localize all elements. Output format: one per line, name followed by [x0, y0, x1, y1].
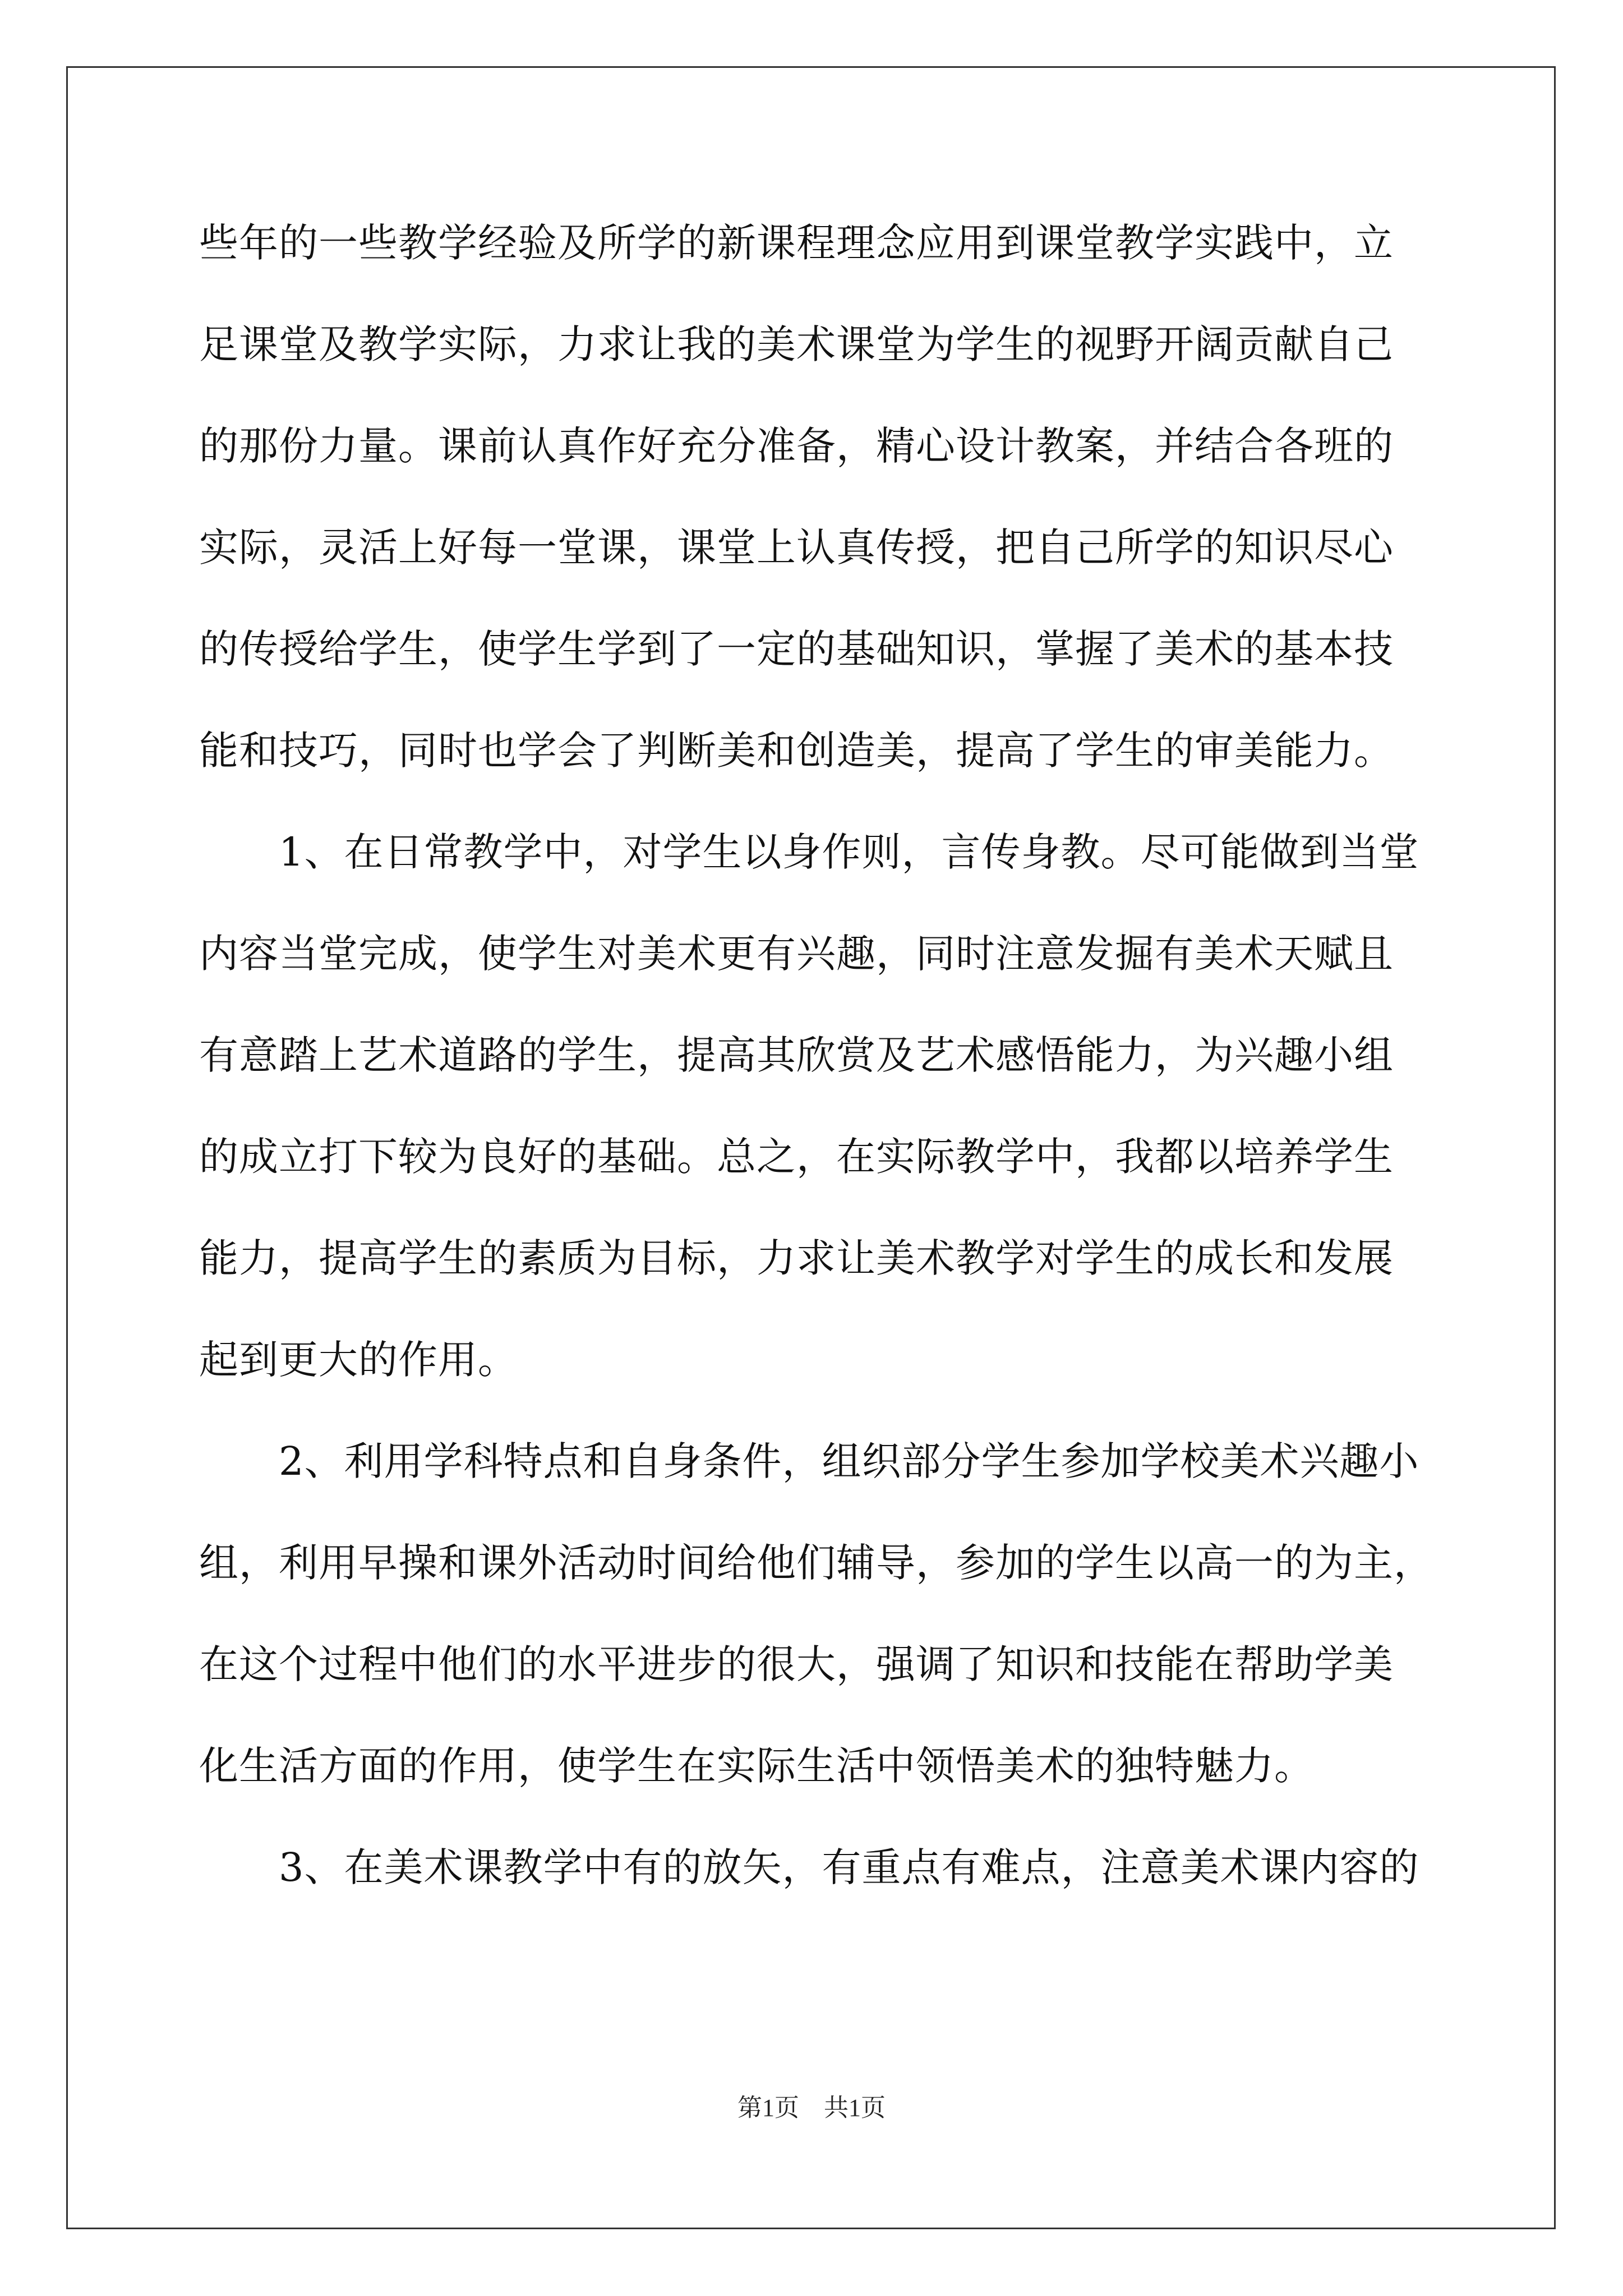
- body-line: 的那份力量。课前认真作好充分准备，精心设计教案，并结合各班的: [199, 423, 1394, 469]
- body-line: 足课堂及教学实际，力求让我的美术课堂为学生的视野开阔贡献自己: [199, 321, 1394, 367]
- body-line: 组，利用早操和课外活动时间给他们辅导，参加的学生以高一的为主，: [199, 1540, 1433, 1586]
- body-line: 1、在日常教学中，对学生以身作则，言传身教。尽可能做到当堂: [199, 829, 1419, 875]
- page-footer: 第1页 共1页: [737, 2094, 886, 2122]
- body-line: 3、在美术课教学中有的放矢，有重点有难点，注意美术课内容的: [199, 1844, 1419, 1890]
- body-line: 化生活方面的作用，使学生在实际生活中领悟美术的独特魅力。: [199, 1743, 1314, 1789]
- body-line: 有意踏上艺术道路的学生，提高其欣赏及艺术感悟能力，为兴趣小组: [199, 1032, 1394, 1078]
- body-line: 内容当堂完成，使学生对美术更有兴趣，同时注意发掘有美术天赋且: [199, 931, 1394, 977]
- body-line: 在这个过程中他们的水平进步的很大，强调了知识和技能在帮助学美: [199, 1641, 1394, 1687]
- body-line: 些年的一些教学经验及所学的新课程理念应用到课堂教学实践中，立: [199, 220, 1394, 266]
- body-line: 2、利用学科特点和自身条件，组织部分学生参加学校美术兴趣小: [199, 1438, 1419, 1484]
- body-line: 能和技巧，同时也学会了判断美和创造美，提高了学生的审美能力。: [199, 728, 1394, 774]
- body-line: 能力，提高学生的素质为目标，力求让美术教学对学生的成长和发展: [199, 1235, 1394, 1281]
- body-line: 的成立打下较为良好的基础。总之，在实际教学中，我都以培养学生: [199, 1134, 1394, 1180]
- body-line: 的传授给学生，使学生学到了一定的基础知识，掌握了美术的基本技: [199, 626, 1394, 672]
- body-line: 实际，灵活上好每一堂课，课堂上认真传授，把自己所学的知识尽心: [199, 524, 1394, 570]
- body-line: 起到更大的作用。: [199, 1337, 518, 1383]
